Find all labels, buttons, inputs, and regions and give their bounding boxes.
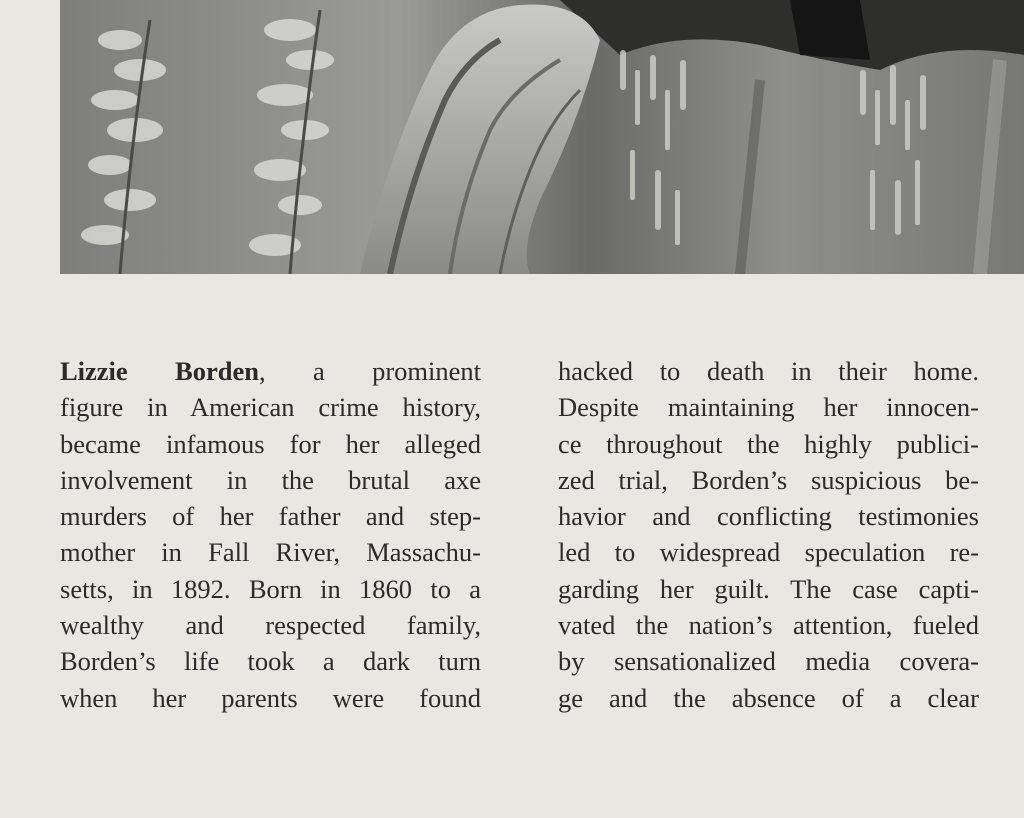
text-line: hacked to death in their home. (558, 356, 979, 386)
text-line: involvement in the brutal axe (60, 464, 481, 495)
text-line: led to widespread speculation re- (558, 537, 979, 568)
text-line: by sensationalized media covera- (558, 646, 979, 677)
carved-stone-photo (60, 0, 1024, 274)
text-line: Despite maintaining her innocen- (558, 392, 979, 423)
text-line: Borden’s life took a dark turn (60, 646, 481, 677)
text-line: setts, in 1892. Born in 1860 to a (60, 573, 481, 604)
text-line: murders of her father and step- (60, 501, 481, 532)
article-column-left (60, 353, 481, 716)
text-line: when her parents were found (60, 682, 481, 713)
text-line: havior and conflicting testimonies (558, 501, 979, 532)
text-line: zed trial, Borden’s suspicious be- (558, 464, 979, 495)
text-line: garding her guilt. The case capti- (558, 573, 979, 604)
article-column-right (558, 353, 979, 716)
text-line: wealthy and respected family, (60, 610, 481, 641)
text-line: ge and the absence of a clear (558, 682, 979, 713)
text-line-content: , a prominent (258, 356, 481, 386)
text-line: vated the nation’s attention, fueled (558, 610, 979, 641)
text-line (60, 353, 481, 389)
text-line: mother in Fall River, Massachu- (60, 537, 481, 568)
text-line: ce throughout the highly publici- (558, 428, 979, 459)
text-line: figure in American crime history, (60, 392, 481, 423)
lead-name: Lizzie Borden (60, 356, 259, 386)
article-photo (60, 0, 1024, 274)
text-line: became infamous for her alleged (60, 428, 481, 459)
